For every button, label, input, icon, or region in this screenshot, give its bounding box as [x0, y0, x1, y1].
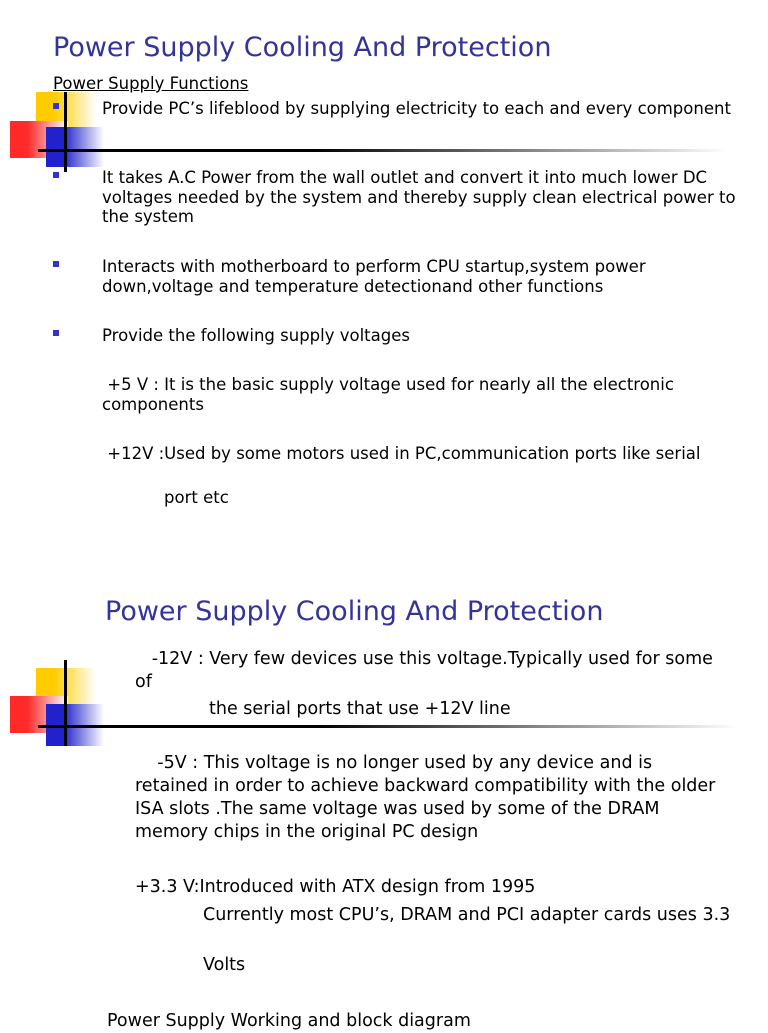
slide2-plus3v3: +3.3 V:Introduced with ATX design from 1995 — [135, 877, 536, 897]
slide1-bullet-3: Interacts with motherboard to perform CPU startup,system power down,voltage and temperature detectionand other functions — [102, 257, 646, 296]
slide3-title-partial: Power Supply Working and block diagram — [107, 1011, 471, 1031]
bullet-marker — [53, 261, 59, 267]
slide2-plus3v3-cont1: Currently most CPU’s, DRAM and PCI adapter cards uses 3.3 — [203, 905, 731, 925]
slide2-plus3v3-cont2: Volts — [203, 955, 246, 975]
slide1-bullet-4: Provide the following supply voltages — [102, 326, 410, 345]
bullet-marker — [53, 172, 59, 178]
voltage-plus12: +12V :Used by some motors used in PC,communication ports like serial — [102, 444, 701, 463]
slide2-minus5: -5V : This voltage is no longer used by any device and is retained in order to achieve backward compatibility with the older ISA slots .The same voltage was used by some of the DRAM memory chips in the original PC design — [135, 753, 721, 842]
slide1-subtitle: Power Supply Functions — [53, 74, 249, 93]
slide2-minus12: -12V : Very few devices use this voltage.Typically used for some of — [135, 649, 719, 692]
slide1-bullet-1: Provide PC’s lifeblood by supplying electricity to each and every component — [102, 99, 731, 118]
voltage-plus5: +5 V : It is the basic supply voltage used for nearly all the electronic components — [102, 375, 680, 414]
bullet-marker — [53, 330, 59, 336]
slide1-bullet-2: It takes A.C Power from the wall outlet and convert it into much lower DC voltages needed by the system and thereby supply clean electrical power to the system — [102, 168, 736, 226]
slide2-title: Power Supply Cooling And Protection — [105, 596, 604, 627]
slide1-title: Power Supply Cooling And Protection — [53, 32, 552, 63]
voltage-plus12-cont: port etc — [164, 488, 229, 507]
slide2-minus12-cont: the serial ports that use +12V line — [209, 699, 511, 719]
bullet-marker — [53, 103, 59, 109]
